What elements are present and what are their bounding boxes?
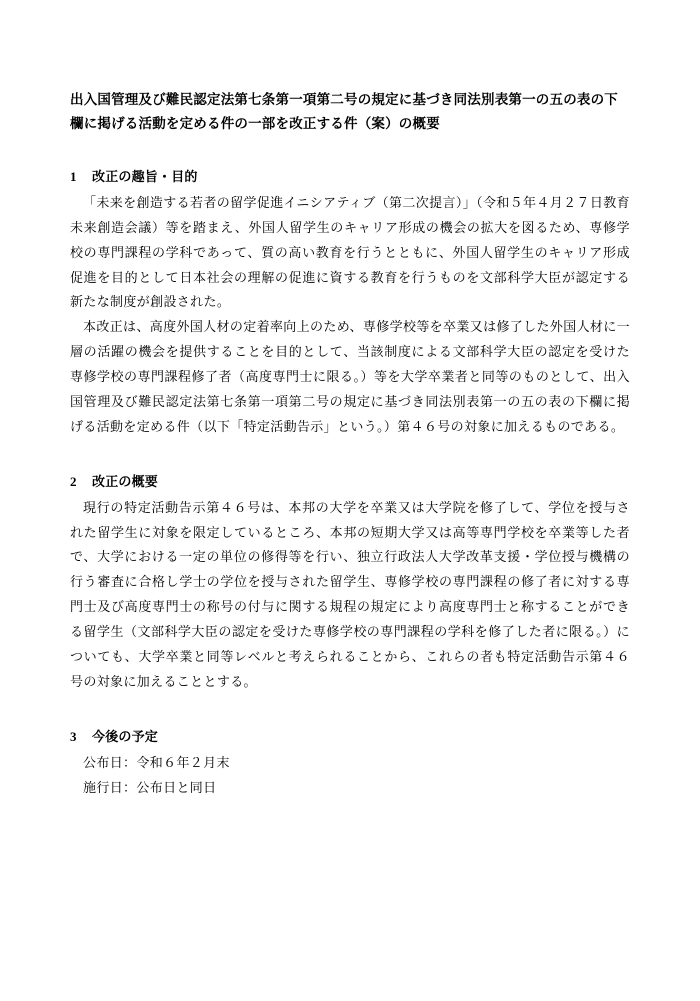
section-3-title: 今後の予定 [92,729,159,745]
list-item: 公布日：令和６年２月末 [83,754,230,770]
section-2 [70,470,630,695]
section-1-number: 1 [70,169,77,185]
spacer [70,709,630,725]
section-2-paragraph-1: 現行の特定活動告示第４６号は、本邦の大学を卒業又は大学院を修了して、学位を授与された留学生に対象を限定しているところ、本邦の短期大学又は高等専門学校を卒業等した者で、大学における一定の単位の修得等を行い、独立行政法人大学改革支援・学位授与機構の行う審査に合格し学士の学位を授与された留学生、専修学校の専門課程の修了者に対する専門士及び高度専門士の称号の付与に関する規程の規定により高度専門士と称することができる留学生（文部科学大臣の認定を受けた専修学校の専門課程の学科を修了した者に限る。）についても、大学卒業と同等レベルと考えられることから、これらの者も特定活動告示第４６号の対象に加えることとする。 [70,499,630,690]
section-1-heading [70,165,630,188]
list-item: 施行日：公布日と同日 [83,779,217,795]
section-3-heading [70,725,630,748]
spacer [70,155,630,165]
section-2-title: 改正の概要 [92,474,159,490]
spacer [70,454,630,470]
section-2-number: 2 [70,474,77,490]
section-1-paragraph-1: 「未来を創造する若者の留学促進イニシアティブ（第二次提言）」（令和５年４月２７日教育未来創造会議）等を踏まえ、外国人留学生のキャリア形成の機会の拡大を図るため、専修学校の専門課程の学科であって、質の高い教育を行うとともに、外国人留学生のキャリア形成促進を目的として日本社会の理解の促進に資する教育を行うものを文部科学大臣が認定する新たな制度が創設された。 [70,194,630,310]
page-title: 出入国管理及び難民認定法第七条第一項第二号の規定に基づき同法別表第一の五の表の下欄に掲げる活動を定める件の一部を改正する件（案）の概要 [70,92,618,131]
section-3-list [70,751,630,801]
section-3 [70,725,630,800]
section-1-paragraph-2: 本改正は、高度外国人材の定着率向上のため、専修学校等を卒業又は修了した外国人材に一層の活躍の機会を提供することを目的として、当該制度による文部科学大臣の認定を受けた専修学校の専門課程修了者（高度専門士に限る。）等を大学卒業者と同等のものとして、出入国管理及び難民認定法第七条第一項第二号の規定に基づき同法別表第一の五の表の下欄に掲げる活動を定める件（以下「特定活動告示」という。）第４６号の対象に加えるものである。 [70,319,630,435]
section-1-title: 改正の趣旨・目的 [92,169,198,185]
section-3-number: 3 [70,729,77,745]
section-1 [70,165,630,440]
section-2-heading [70,470,630,493]
